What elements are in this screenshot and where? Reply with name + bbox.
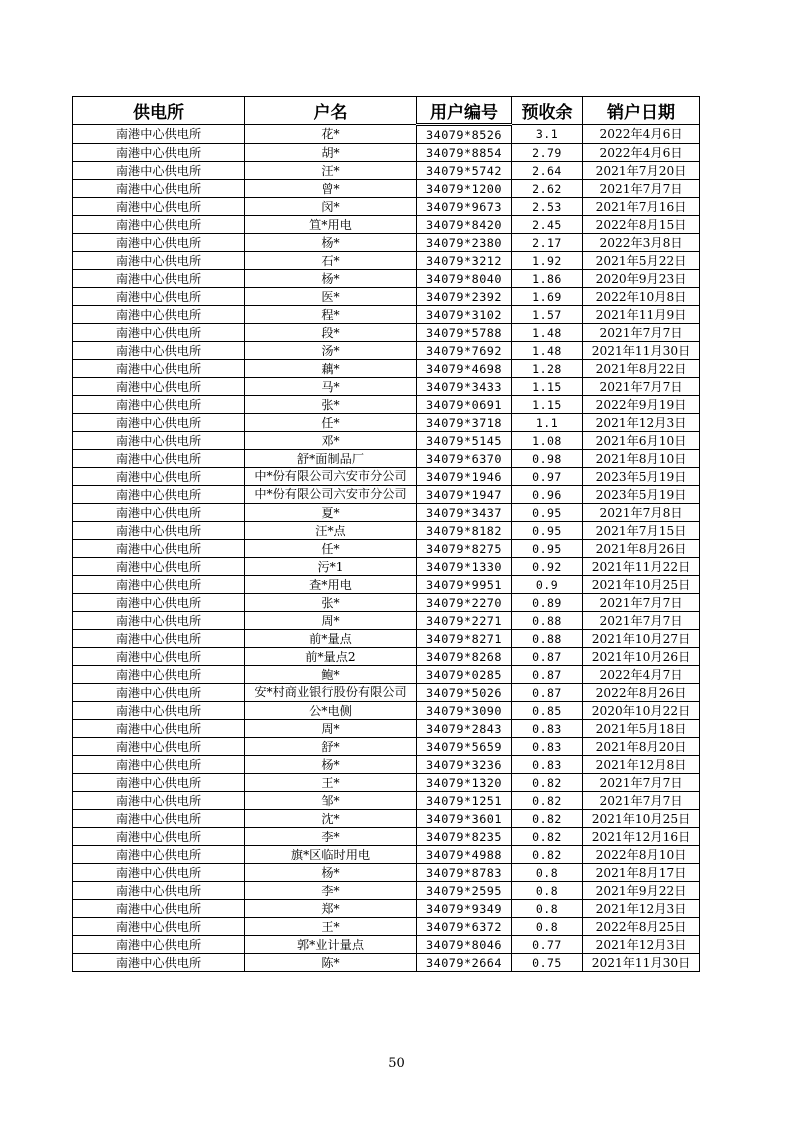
cell-user-code: 34079*3090 — [417, 702, 512, 720]
header-user-code: 用户编号 — [417, 97, 512, 125]
cell-balance: 0.77 — [512, 936, 583, 954]
cell-station: 南港中心供电所 — [73, 846, 245, 864]
cell-station: 南港中心供电所 — [73, 252, 245, 270]
cell-balance: 0.82 — [512, 792, 583, 810]
cell-balance: 0.82 — [512, 774, 583, 792]
cell-name: 任* — [245, 414, 417, 432]
table-row — [73, 576, 700, 594]
cell-close-date: 2021年5月22日 — [583, 252, 700, 270]
cell-close-date: 2022年8月26日 — [583, 684, 700, 702]
cell-close-date: 2022年3月8日 — [583, 234, 700, 252]
cell-user-code: 34079*8040 — [417, 270, 512, 288]
cell-balance: 1.15 — [512, 396, 583, 414]
cell-balance: 1.08 — [512, 432, 583, 450]
cell-user-code: 34079*1251 — [417, 792, 512, 810]
cell-balance: 0.89 — [512, 594, 583, 612]
cell-close-date: 2021年7月15日 — [583, 522, 700, 540]
cell-balance: 0.98 — [512, 450, 583, 468]
cell-user-code: 34079*8271 — [417, 630, 512, 648]
cell-user-code: 34079*3601 — [417, 810, 512, 828]
header-close-date: 销户日期 — [583, 97, 700, 125]
cell-station: 南港中心供电所 — [73, 864, 245, 882]
table-row — [73, 936, 700, 954]
cell-balance: 1.1 — [512, 414, 583, 432]
cell-station: 南港中心供电所 — [73, 198, 245, 216]
table-row — [73, 630, 700, 648]
account-closure-table — [72, 96, 700, 972]
cell-name: 程* — [245, 306, 417, 324]
cell-name: 查*用电 — [245, 576, 417, 594]
cell-user-code: 34079*5026 — [417, 684, 512, 702]
cell-station: 南港中心供电所 — [73, 702, 245, 720]
table-row — [73, 432, 700, 450]
table-row — [73, 900, 700, 918]
cell-name: 汤* — [245, 342, 417, 360]
cell-user-code: 34079*8783 — [417, 864, 512, 882]
header-name: 户名 — [245, 97, 417, 125]
cell-user-code: 34079*3718 — [417, 414, 512, 432]
cell-balance: 0.82 — [512, 846, 583, 864]
cell-name: 旗*区临时用电 — [245, 846, 417, 864]
page-number: 50 — [388, 1056, 405, 1071]
table-row — [73, 720, 700, 738]
cell-name: 曾* — [245, 180, 417, 198]
cell-balance: 1.15 — [512, 378, 583, 396]
cell-balance: 0.97 — [512, 468, 583, 486]
cell-user-code: 34079*9349 — [417, 900, 512, 918]
cell-station: 南港中心供电所 — [73, 576, 245, 594]
cell-user-code: 34079*2380 — [417, 234, 512, 252]
table-body — [73, 125, 700, 972]
cell-close-date: 2021年10月25日 — [583, 810, 700, 828]
cell-name: 周* — [245, 612, 417, 630]
cell-station: 南港中心供电所 — [73, 558, 245, 576]
table-row — [73, 342, 700, 360]
cell-name: 郑* — [245, 900, 417, 918]
cell-close-date: 2020年10月22日 — [583, 702, 700, 720]
cell-name: 鲍* — [245, 666, 417, 684]
cell-name: 李* — [245, 828, 417, 846]
cell-name: 段* — [245, 324, 417, 342]
cell-balance: 2.45 — [512, 216, 583, 234]
cell-balance: 1.48 — [512, 342, 583, 360]
cell-close-date: 2021年7月7日 — [583, 594, 700, 612]
cell-balance: 0.87 — [512, 666, 583, 684]
cell-balance: 1.86 — [512, 270, 583, 288]
cell-station: 南港中心供电所 — [73, 594, 245, 612]
table-row — [73, 846, 700, 864]
cell-balance: 0.96 — [512, 486, 583, 504]
cell-name: 杨* — [245, 234, 417, 252]
table-row — [73, 828, 700, 846]
cell-name: 周* — [245, 720, 417, 738]
cell-name: 杨* — [245, 270, 417, 288]
cell-station: 南港中心供电所 — [73, 774, 245, 792]
table-row — [73, 540, 700, 558]
cell-balance: 2.64 — [512, 162, 583, 180]
cell-station: 南港中心供电所 — [73, 918, 245, 936]
cell-close-date: 2022年8月15日 — [583, 216, 700, 234]
cell-station: 南港中心供电所 — [73, 342, 245, 360]
cell-balance: 0.9 — [512, 576, 583, 594]
table-row — [73, 774, 700, 792]
cell-close-date: 2021年6月10日 — [583, 432, 700, 450]
cell-user-code: 34079*1330 — [417, 558, 512, 576]
table-row — [73, 450, 700, 468]
cell-close-date: 2021年7月20日 — [583, 162, 700, 180]
cell-user-code: 34079*9673 — [417, 198, 512, 216]
cell-user-code: 34079*7692 — [417, 342, 512, 360]
cell-close-date: 2021年12月8日 — [583, 756, 700, 774]
table-row — [73, 612, 700, 630]
table-row — [73, 252, 700, 270]
cell-balance: 0.82 — [512, 810, 583, 828]
cell-name: 中*份有限公司六安市分公司 — [245, 468, 417, 486]
cell-station: 南港中心供电所 — [73, 954, 245, 972]
cell-name: 杨* — [245, 864, 417, 882]
header-station: 供电所 — [73, 97, 245, 125]
cell-close-date: 2021年8月22日 — [583, 360, 700, 378]
table-row — [73, 594, 700, 612]
cell-name: 笪*用电 — [245, 216, 417, 234]
cell-close-date: 2021年12月16日 — [583, 828, 700, 846]
table-row — [73, 270, 700, 288]
cell-close-date: 2021年7月7日 — [583, 180, 700, 198]
cell-name: 张* — [245, 396, 417, 414]
cell-name: 邓* — [245, 432, 417, 450]
cell-balance: 0.83 — [512, 756, 583, 774]
cell-balance: 0.75 — [512, 954, 583, 972]
cell-close-date: 2021年7月8日 — [583, 504, 700, 522]
table-row — [73, 504, 700, 522]
cell-station: 南港中心供电所 — [73, 432, 245, 450]
cell-name: 花* — [245, 125, 417, 144]
cell-close-date: 2022年4月7日 — [583, 666, 700, 684]
table-row — [73, 810, 700, 828]
cell-close-date: 2021年11月22日 — [583, 558, 700, 576]
cell-user-code: 34079*3102 — [417, 306, 512, 324]
table-header-row — [73, 97, 700, 125]
cell-balance: 0.87 — [512, 684, 583, 702]
cell-user-code: 34079*4988 — [417, 846, 512, 864]
cell-name: 夏* — [245, 504, 417, 522]
table-row — [73, 234, 700, 252]
cell-station: 南港中心供电所 — [73, 720, 245, 738]
cell-close-date: 2021年8月20日 — [583, 738, 700, 756]
cell-close-date: 2021年9月22日 — [583, 882, 700, 900]
cell-user-code: 34079*0691 — [417, 396, 512, 414]
table-row — [73, 522, 700, 540]
cell-balance: 1.57 — [512, 306, 583, 324]
cell-station: 南港中心供电所 — [73, 828, 245, 846]
cell-name: 安*村商业银行股份有限公司 — [245, 684, 417, 702]
cell-close-date: 2022年8月10日 — [583, 846, 700, 864]
cell-close-date: 2022年4月6日 — [583, 125, 700, 144]
cell-name: 沈* — [245, 810, 417, 828]
cell-balance: 0.83 — [512, 720, 583, 738]
cell-balance: 2.17 — [512, 234, 583, 252]
table-row — [73, 918, 700, 936]
cell-close-date: 2021年12月3日 — [583, 414, 700, 432]
cell-user-code: 34079*6372 — [417, 918, 512, 936]
cell-balance: 1.48 — [512, 324, 583, 342]
cell-name: 邹* — [245, 792, 417, 810]
table-row — [73, 882, 700, 900]
cell-close-date: 2021年7月7日 — [583, 792, 700, 810]
table-row — [73, 378, 700, 396]
cell-close-date: 2021年12月3日 — [583, 900, 700, 918]
cell-name: 王* — [245, 774, 417, 792]
cell-name: 张* — [245, 594, 417, 612]
table-row — [73, 144, 700, 162]
cell-name: 污*1 — [245, 558, 417, 576]
cell-close-date: 2022年9月19日 — [583, 396, 700, 414]
table-row — [73, 684, 700, 702]
cell-user-code: 34079*8854 — [417, 144, 512, 162]
cell-station: 南港中心供电所 — [73, 882, 245, 900]
table-row — [73, 468, 700, 486]
cell-close-date: 2023年5月19日 — [583, 468, 700, 486]
table-row — [73, 162, 700, 180]
cell-user-code: 34079*8526 — [417, 125, 512, 144]
cell-user-code: 34079*9951 — [417, 576, 512, 594]
cell-user-code: 34079*0285 — [417, 666, 512, 684]
cell-user-code: 34079*1200 — [417, 180, 512, 198]
cell-station: 南港中心供电所 — [73, 306, 245, 324]
cell-balance: 2.79 — [512, 144, 583, 162]
table-row — [73, 216, 700, 234]
cell-name: 王* — [245, 918, 417, 936]
cell-user-code: 34079*8420 — [417, 216, 512, 234]
cell-user-code: 34079*2843 — [417, 720, 512, 738]
cell-station: 南港中心供电所 — [73, 666, 245, 684]
cell-station: 南港中心供电所 — [73, 792, 245, 810]
cell-user-code: 34079*2392 — [417, 288, 512, 306]
cell-station: 南港中心供电所 — [73, 378, 245, 396]
cell-close-date: 2021年11月30日 — [583, 954, 700, 972]
cell-balance: 0.8 — [512, 864, 583, 882]
table-row — [73, 648, 700, 666]
cell-station: 南港中心供电所 — [73, 270, 245, 288]
cell-close-date: 2021年11月30日 — [583, 342, 700, 360]
cell-balance: 1.69 — [512, 288, 583, 306]
cell-station: 南港中心供电所 — [73, 810, 245, 828]
cell-close-date: 2020年9月23日 — [583, 270, 700, 288]
cell-station: 南港中心供电所 — [73, 936, 245, 954]
cell-close-date: 2023年5月19日 — [583, 486, 700, 504]
table-row — [73, 198, 700, 216]
cell-user-code: 34079*5742 — [417, 162, 512, 180]
cell-name: 前*量点 — [245, 630, 417, 648]
cell-station: 南港中心供电所 — [73, 414, 245, 432]
cell-name: 舒*面制品厂 — [245, 450, 417, 468]
cell-balance: 0.8 — [512, 900, 583, 918]
cell-balance: 0.88 — [512, 630, 583, 648]
cell-name: 闵* — [245, 198, 417, 216]
cell-station: 南港中心供电所 — [73, 234, 245, 252]
cell-close-date: 2021年8月26日 — [583, 540, 700, 558]
cell-name: 公*电侧 — [245, 702, 417, 720]
cell-balance: 0.8 — [512, 882, 583, 900]
cell-user-code: 34079*3212 — [417, 252, 512, 270]
table-row — [73, 288, 700, 306]
cell-balance: 0.95 — [512, 522, 583, 540]
cell-name: 胡* — [245, 144, 417, 162]
cell-balance: 0.82 — [512, 828, 583, 846]
cell-close-date: 2021年10月27日 — [583, 630, 700, 648]
cell-name: 陈* — [245, 954, 417, 972]
cell-user-code: 34079*1947 — [417, 486, 512, 504]
cell-station: 南港中心供电所 — [73, 180, 245, 198]
cell-user-code: 34079*2271 — [417, 612, 512, 630]
cell-station: 南港中心供电所 — [73, 216, 245, 234]
cell-user-code: 34079*5145 — [417, 432, 512, 450]
cell-user-code: 34079*2595 — [417, 882, 512, 900]
cell-name: 石* — [245, 252, 417, 270]
cell-close-date: 2021年7月7日 — [583, 378, 700, 396]
cell-close-date: 2021年8月17日 — [583, 864, 700, 882]
cell-close-date: 2022年8月25日 — [583, 918, 700, 936]
cell-name: 李* — [245, 882, 417, 900]
cell-user-code: 34079*8275 — [417, 540, 512, 558]
cell-name: 任* — [245, 540, 417, 558]
cell-close-date: 2021年7月7日 — [583, 324, 700, 342]
cell-name: 舒* — [245, 738, 417, 756]
cell-user-code: 34079*6370 — [417, 450, 512, 468]
cell-balance: 2.53 — [512, 198, 583, 216]
cell-balance: 1.28 — [512, 360, 583, 378]
cell-user-code: 34079*1946 — [417, 468, 512, 486]
table-row — [73, 702, 700, 720]
cell-user-code: 34079*2270 — [417, 594, 512, 612]
table-row — [73, 954, 700, 972]
cell-balance: 1.92 — [512, 252, 583, 270]
cell-close-date: 2021年7月16日 — [583, 198, 700, 216]
cell-user-code: 34079*8046 — [417, 936, 512, 954]
cell-station: 南港中心供电所 — [73, 612, 245, 630]
cell-station: 南港中心供电所 — [73, 756, 245, 774]
cell-balance: 3.1 — [512, 125, 583, 144]
table-row — [73, 360, 700, 378]
table-row — [73, 324, 700, 342]
cell-station: 南港中心供电所 — [73, 288, 245, 306]
cell-user-code: 34079*4698 — [417, 360, 512, 378]
cell-station: 南港中心供电所 — [73, 738, 245, 756]
cell-user-code: 34079*3437 — [417, 504, 512, 522]
cell-close-date: 2022年10月8日 — [583, 288, 700, 306]
cell-user-code: 34079*3433 — [417, 378, 512, 396]
cell-user-code: 34079*5659 — [417, 738, 512, 756]
table-row — [73, 396, 700, 414]
cell-station: 南港中心供电所 — [73, 648, 245, 666]
cell-close-date: 2021年12月3日 — [583, 936, 700, 954]
cell-balance: 0.8 — [512, 918, 583, 936]
cell-station: 南港中心供电所 — [73, 144, 245, 162]
cell-station: 南港中心供电所 — [73, 396, 245, 414]
cell-name: 中*份有限公司六安市分公司 — [245, 486, 417, 504]
cell-balance: 0.83 — [512, 738, 583, 756]
cell-station: 南港中心供电所 — [73, 468, 245, 486]
cell-station: 南港中心供电所 — [73, 450, 245, 468]
table-row — [73, 486, 700, 504]
cell-station: 南港中心供电所 — [73, 125, 245, 144]
cell-close-date: 2022年4月6日 — [583, 144, 700, 162]
cell-name: 藕* — [245, 360, 417, 378]
cell-user-code: 34079*8235 — [417, 828, 512, 846]
cell-station: 南港中心供电所 — [73, 684, 245, 702]
cell-station: 南港中心供电所 — [73, 522, 245, 540]
cell-balance: 0.92 — [512, 558, 583, 576]
table-row — [73, 864, 700, 882]
cell-close-date: 2021年8月10日 — [583, 450, 700, 468]
cell-station: 南港中心供电所 — [73, 540, 245, 558]
cell-name: 医* — [245, 288, 417, 306]
cell-user-code: 34079*1320 — [417, 774, 512, 792]
cell-user-code: 34079*8268 — [417, 648, 512, 666]
cell-balance: 0.85 — [512, 702, 583, 720]
cell-close-date: 2021年7月7日 — [583, 774, 700, 792]
cell-name: 汪* — [245, 162, 417, 180]
table-row — [73, 125, 700, 144]
table-row — [73, 738, 700, 756]
cell-user-code: 34079*3236 — [417, 756, 512, 774]
cell-user-code: 34079*2664 — [417, 954, 512, 972]
cell-balance: 0.95 — [512, 504, 583, 522]
cell-station: 南港中心供电所 — [73, 162, 245, 180]
cell-user-code: 34079*8182 — [417, 522, 512, 540]
cell-close-date: 2021年10月25日 — [583, 576, 700, 594]
header-balance: 预收余 — [512, 97, 583, 125]
table-row — [73, 558, 700, 576]
cell-name: 杨* — [245, 756, 417, 774]
cell-close-date: 2021年5月18日 — [583, 720, 700, 738]
cell-station: 南港中心供电所 — [73, 360, 245, 378]
cell-balance: 0.87 — [512, 648, 583, 666]
table-row — [73, 306, 700, 324]
cell-user-code: 34079*5788 — [417, 324, 512, 342]
table-row — [73, 666, 700, 684]
cell-close-date: 2021年10月26日 — [583, 648, 700, 666]
table-row — [73, 180, 700, 198]
cell-balance: 0.95 — [512, 540, 583, 558]
cell-balance: 2.62 — [512, 180, 583, 198]
cell-station: 南港中心供电所 — [73, 504, 245, 522]
cell-station: 南港中心供电所 — [73, 486, 245, 504]
table-row — [73, 792, 700, 810]
cell-close-date: 2021年7月7日 — [583, 612, 700, 630]
cell-name: 郭*业计量点 — [245, 936, 417, 954]
table-row — [73, 756, 700, 774]
cell-station: 南港中心供电所 — [73, 900, 245, 918]
cell-close-date: 2021年11月9日 — [583, 306, 700, 324]
cell-station: 南港中心供电所 — [73, 324, 245, 342]
cell-name: 汪*点 — [245, 522, 417, 540]
cell-balance: 0.88 — [512, 612, 583, 630]
cell-name: 马* — [245, 378, 417, 396]
cell-name: 前*量点2 — [245, 648, 417, 666]
table-row — [73, 414, 700, 432]
cell-station: 南港中心供电所 — [73, 630, 245, 648]
